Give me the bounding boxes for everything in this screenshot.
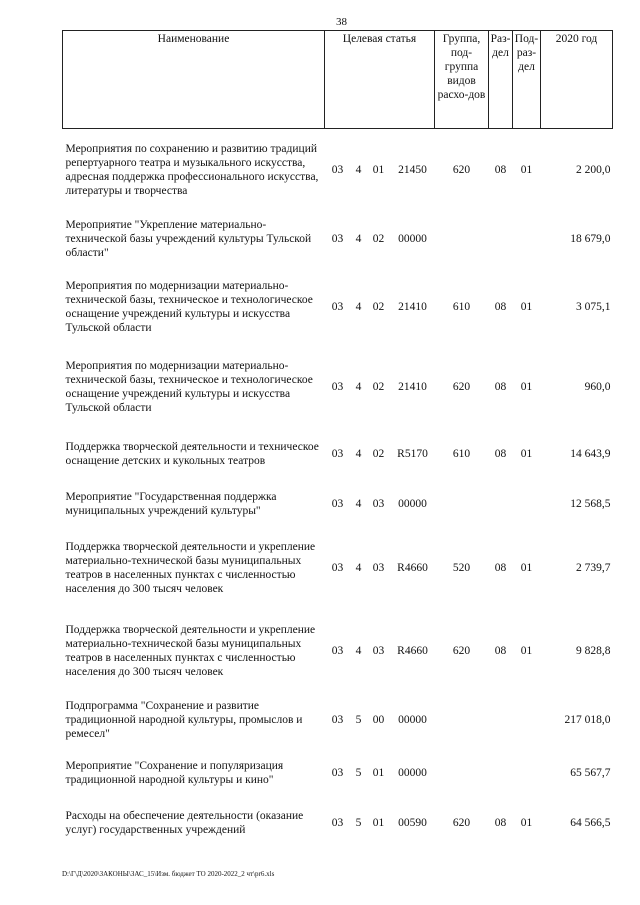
cell-target-event: 02: [372, 233, 385, 245]
cell-target-subprogram: 4: [355, 498, 362, 510]
cell-amount: 12 568,5: [570, 498, 611, 510]
table-row: [63, 482, 613, 527]
cell-target-direction: 21410: [398, 300, 427, 313]
cell-name: Поддержка творческой деятельности и техническое оснащение детских и кукольных театров: [65, 441, 319, 467]
table-row: [63, 610, 613, 693]
header-section: Раз-дел: [489, 31, 513, 129]
cell-section: [489, 482, 513, 527]
cell-target-subprogram: 4: [355, 562, 362, 574]
cell-target-program: 03: [331, 300, 344, 313]
table-row: [63, 212, 613, 267]
cell-subsection: 01: [520, 645, 533, 657]
cell-target-subprogram: 4: [355, 645, 362, 657]
cell-target-program: 03: [331, 233, 344, 245]
table-row: [63, 798, 613, 848]
cell-section: [489, 212, 513, 267]
cell-name: Поддержка творческой деятельности и укрепление материально-технической базы муниципальных театров в населенных пунктах с численностью населения до 300 тысяч человек: [65, 541, 316, 595]
cell-section: 08: [494, 448, 507, 460]
cell-name: Мероприятия по модернизации материально-технической базы, техническое и технологическое оснащение учреждений культуры и искусства Тульской области: [65, 359, 313, 414]
cell-target-event: 03: [372, 498, 385, 510]
cell-target-subprogram: 5: [355, 816, 362, 829]
cell-section: [489, 748, 513, 798]
cell-target-direction: R5170: [397, 448, 428, 460]
cell-expense-group: [435, 482, 489, 527]
cell-expense-group: 610: [452, 300, 471, 313]
table-row: [63, 267, 613, 347]
cell-name: Мероприятия по сохранению и развитию традиций репертуарного театра и музыкального искусства, адресная поддержка профессионального искусства, литературы и творчества: [65, 143, 319, 198]
cell-target-subprogram: 4: [355, 300, 362, 313]
cell-target-direction: 00000: [398, 714, 427, 726]
cell-subsection: 01: [520, 300, 533, 313]
cell-target-program: 03: [331, 562, 344, 574]
cell-target-program: 03: [331, 645, 344, 657]
cell-subsection: 01: [520, 164, 533, 177]
cell-target-program: 03: [331, 380, 344, 393]
cell-amount: 14 643,9: [570, 448, 611, 460]
cell-subsection: 01: [520, 380, 533, 393]
header-name: Наименование: [63, 31, 325, 129]
cell-target-program: 03: [331, 448, 344, 460]
cell-target-subprogram: 4: [355, 380, 362, 393]
cell-target-program: 03: [331, 816, 344, 829]
page-number: 38: [336, 16, 347, 28]
cell-subsection: [513, 212, 541, 267]
cell-target-direction: 00000: [398, 766, 427, 779]
cell-name: Поддержка творческой деятельности и укрепление материально-технической базы муниципальных театров в населенных пунктах с численностью населения до 300 тысяч человек: [65, 624, 316, 678]
cell-amount: 65 567,7: [570, 766, 611, 779]
cell-amount: 18 679,0: [570, 233, 611, 245]
cell-target-direction: R4660: [397, 645, 428, 657]
cell-name: Мероприятия по модернизации материально-технической базы, техническое и технологическое оснащение учреждений культуры и искусства Тульской области: [65, 279, 313, 334]
header-year: 2020 год: [541, 31, 613, 129]
cell-amount: 3 075,1: [576, 300, 611, 313]
footer-path: D:\Г\Д\2020\ЗАКОНЫ\ЗАС_15\Изм. бюджет ТО 2020-2022_2 чт\pr6.xls: [62, 870, 275, 878]
cell-section: 08: [494, 164, 507, 177]
cell-target-direction: R4660: [397, 562, 428, 574]
cell-target-event: 00: [372, 714, 385, 726]
cell-expense-group: [435, 748, 489, 798]
table-header-row: [63, 31, 613, 129]
cell-target-event: 03: [372, 645, 385, 657]
cell-target-direction: 00000: [398, 233, 427, 245]
cell-expense-group: [435, 212, 489, 267]
table-row: [63, 693, 613, 748]
cell-target-event: 02: [372, 448, 385, 460]
cell-amount: 9 828,8: [576, 645, 611, 657]
cell-target-program: 03: [331, 766, 344, 779]
cell-target-subprogram: 5: [355, 766, 362, 779]
cell-section: 08: [494, 645, 507, 657]
cell-section: 08: [494, 380, 507, 393]
cell-target-direction: 21450: [398, 164, 427, 177]
cell-target-program: 03: [331, 498, 344, 510]
cell-name: Мероприятие "Государственная поддержка муниципальных учреждений культуры": [65, 491, 277, 517]
cell-expense-group: 610: [452, 448, 471, 460]
cell-subsection: [513, 748, 541, 798]
header-subsection: Под-раз-дел: [513, 31, 541, 129]
cell-section: 08: [494, 562, 507, 574]
cell-expense-group: 620: [452, 816, 471, 829]
cell-subsection: [513, 693, 541, 748]
table-row: [63, 129, 613, 212]
cell-name: Подпрограмма "Сохранение и развитие традиционной народной культуры, промыслов и ремесел": [65, 700, 303, 740]
cell-target-event: 02: [372, 380, 385, 393]
cell-name: Мероприятие "Укрепление материально-технической базы учреждений культуры Тульской области": [65, 219, 312, 259]
cell-target-event: 02: [372, 300, 385, 313]
budget-table: [62, 30, 613, 848]
cell-subsection: 01: [520, 562, 533, 574]
cell-section: 08: [494, 816, 507, 829]
cell-target-program: 03: [331, 714, 344, 726]
cell-target-subprogram: 4: [355, 448, 362, 460]
cell-expense-group: 620: [452, 645, 471, 657]
header-group: Группа, под-группа видов расхо-дов: [435, 31, 489, 129]
cell-amount: 960,0: [584, 380, 611, 393]
cell-amount: 2 200,0: [576, 164, 611, 177]
cell-target-subprogram: 4: [355, 233, 362, 245]
cell-amount: 64 566,5: [570, 816, 611, 829]
cell-target-direction: 00590: [398, 816, 427, 829]
cell-subsection: 01: [520, 816, 533, 829]
cell-target-event: 01: [372, 164, 385, 177]
table-row: [63, 748, 613, 798]
cell-target-subprogram: 4: [355, 164, 362, 177]
cell-expense-group: 620: [452, 380, 471, 393]
cell-name: Мероприятие "Сохранение и популяризация традиционной народной культуры и кино": [65, 759, 284, 786]
cell-section: 08: [494, 300, 507, 313]
table-row: [63, 347, 613, 427]
cell-expense-group: 620: [452, 164, 471, 177]
cell-target-direction: 21410: [398, 380, 427, 393]
cell-target-direction: 00000: [398, 498, 427, 510]
cell-target-event: 01: [372, 816, 385, 829]
cell-target-program: 03: [331, 164, 344, 177]
cell-amount: 2 739,7: [576, 562, 611, 574]
cell-expense-group: 520: [452, 562, 471, 574]
cell-amount: 217 018,0: [564, 714, 611, 726]
cell-subsection: 01: [520, 448, 533, 460]
cell-name: Расходы на обеспечение деятельности (оказание услуг) государственных учреждений: [65, 809, 304, 836]
table-row: [63, 427, 613, 482]
cell-section: [489, 693, 513, 748]
cell-target-event: 03: [372, 562, 385, 574]
cell-target-event: 01: [372, 766, 385, 779]
header-target: Целевая статья: [325, 31, 435, 129]
cell-expense-group: [435, 693, 489, 748]
cell-target-subprogram: 5: [355, 714, 362, 726]
table-row: [63, 527, 613, 610]
cell-subsection: [513, 482, 541, 527]
